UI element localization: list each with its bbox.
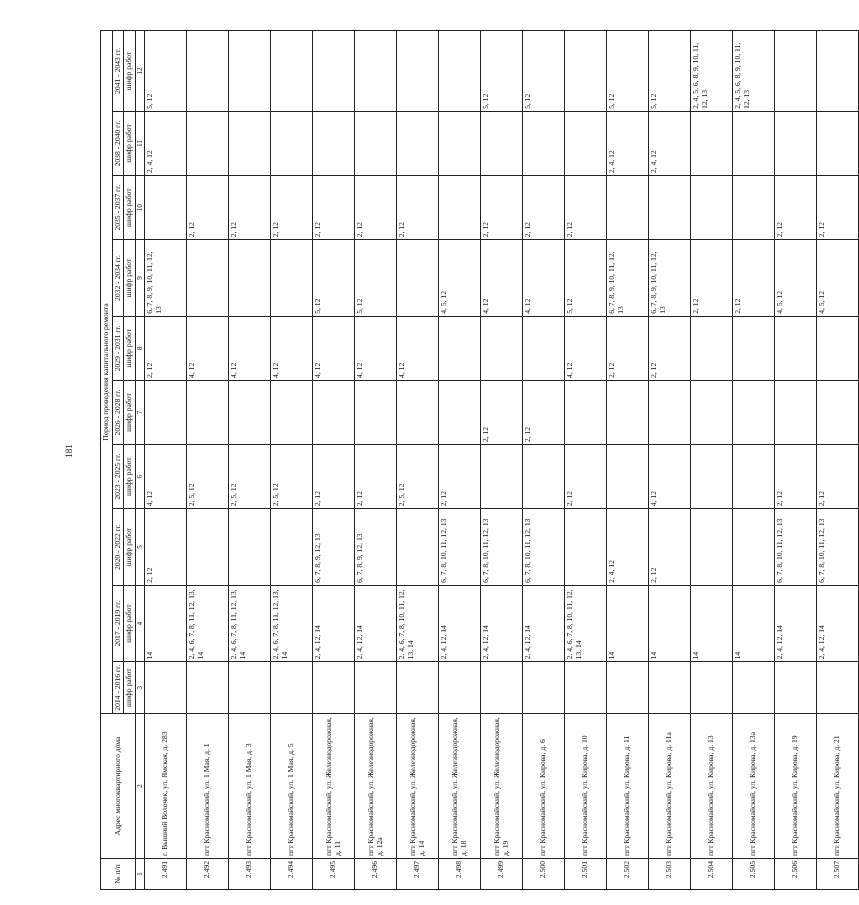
work-codes-cell: 5, 12: [313, 240, 355, 317]
work-codes-cell: 4, 12: [649, 445, 691, 509]
header-column-numbers-row: [136, 31, 145, 890]
work-codes-cell: [649, 662, 691, 714]
work-codes-cell: [439, 316, 481, 380]
work-codes-cell: 5, 12: [145, 31, 187, 112]
work-codes-cell: [187, 111, 229, 175]
work-codes-cell: [649, 176, 691, 240]
table-header: [101, 31, 145, 890]
work-codes-cell: 2, 4, 12: [607, 111, 649, 175]
work-codes-cell: 6, 7, 8, 9, 10, 11, 12, 13: [145, 240, 187, 317]
work-codes-cell: 5, 12: [481, 31, 523, 112]
work-codes-cell: [145, 176, 187, 240]
work-codes-cell: 2, 12: [733, 240, 775, 317]
work-codes-cell: [481, 111, 523, 175]
work-codes-cell: 4, 12: [397, 316, 439, 380]
work-codes-cell: [355, 111, 397, 175]
work-codes-cell: [229, 380, 271, 444]
work-codes-cell: 2, 12: [523, 176, 565, 240]
row-address: пгт Красномайский, ул. Железнодорожная, д. 19: [481, 714, 523, 859]
work-codes-cell: [733, 176, 775, 240]
work-codes-cell: [691, 380, 733, 444]
work-codes-cell: [691, 176, 733, 240]
row-address: пгт Красномайский, ул. Кирова, д. 10: [565, 714, 607, 859]
row-number: 2.504: [691, 858, 733, 889]
header-period: 2038 - 2040 гг.: [112, 111, 124, 175]
work-codes-cell: [187, 662, 229, 714]
work-codes-cell: 6, 7, 8, 9, 12, 13: [355, 509, 397, 586]
work-codes-cell: 2, 4, 12, 14: [481, 585, 523, 662]
work-codes-cell: 4, 12: [271, 316, 313, 380]
work-codes-cell: 2, 4, 12, 14: [817, 585, 859, 662]
work-codes-cell: 4, 5, 12: [817, 240, 859, 317]
work-codes-cell: 6, 7, 8, 9, 10, 11, 12, 13: [607, 240, 649, 317]
row-address: пгт Красномайский, ул. Кирова, д. 21: [817, 714, 859, 859]
work-codes-cell: [775, 111, 817, 175]
work-codes-cell: 4, 12: [229, 316, 271, 380]
table-row: [691, 31, 733, 890]
work-codes-cell: [733, 380, 775, 444]
work-codes-cell: [733, 445, 775, 509]
work-codes-cell: [481, 445, 523, 509]
work-codes-cell: 2, 4, 12: [607, 509, 649, 586]
work-codes-cell: [271, 662, 313, 714]
header-period: 2026 - 2028 гг.: [112, 380, 124, 444]
work-codes-cell: [775, 662, 817, 714]
column-number: 7: [136, 380, 145, 444]
work-codes-cell: [145, 380, 187, 444]
work-codes-cell: [439, 111, 481, 175]
header-sub-label: шифр работ: [124, 662, 136, 714]
row-number: 2.501: [565, 858, 607, 889]
header-sub-label: шифр работ: [124, 111, 136, 175]
work-codes-cell: 2, 4, 6, 7, 8, 11, 12, 13, 14: [271, 585, 313, 662]
work-codes-cell: 14: [145, 585, 187, 662]
work-codes-cell: 2, 12: [145, 509, 187, 586]
column-number: 4: [136, 585, 145, 662]
work-codes-cell: [313, 380, 355, 444]
header-sub-label: шифр работ: [124, 585, 136, 662]
work-codes-cell: 2, 12: [355, 176, 397, 240]
work-codes-cell: [481, 316, 523, 380]
row-address: пгт Красномайский, ул. Железнодорожная, д. 14: [397, 714, 439, 859]
header-period: 2032 - 2034 гг.: [112, 240, 124, 317]
work-codes-cell: 6, 7, 8, 10, 11, 12, 13: [523, 509, 565, 586]
work-codes-cell: 5, 12: [565, 240, 607, 317]
column-number: 3: [136, 662, 145, 714]
work-codes-cell: [187, 509, 229, 586]
work-codes-cell: [817, 31, 859, 112]
header-sub-label: шифр работ: [124, 380, 136, 444]
work-codes-cell: 6, 7, 8, 9, 10, 11, 12, 13: [649, 240, 691, 317]
row-number: 2.495: [313, 858, 355, 889]
work-codes-cell: [229, 111, 271, 175]
row-number: 2.499: [481, 858, 523, 889]
work-codes-cell: 2, 4, 12: [145, 111, 187, 175]
work-codes-cell: 14: [691, 585, 733, 662]
table-row: [481, 31, 523, 890]
work-codes-cell: [691, 509, 733, 586]
work-codes-cell: 2, 12: [145, 316, 187, 380]
work-codes-cell: 2, 12: [355, 445, 397, 509]
work-codes-cell: [439, 176, 481, 240]
row-number: 2.496: [355, 858, 397, 889]
row-number: 2.500: [523, 858, 565, 889]
work-codes-cell: [229, 509, 271, 586]
work-codes-cell: [187, 240, 229, 317]
work-codes-cell: [691, 316, 733, 380]
work-codes-cell: 2, 12: [775, 445, 817, 509]
column-number: 11: [136, 111, 145, 175]
row-address: г. Вышний Волочек, ул. Ямская, д. 283: [145, 714, 187, 859]
work-codes-cell: [565, 31, 607, 112]
work-codes-cell: [607, 445, 649, 509]
work-codes-cell: [607, 176, 649, 240]
work-codes-cell: 2, 5, 12: [187, 445, 229, 509]
work-codes-cell: [313, 662, 355, 714]
work-codes-cell: 2, 4, 12, 14: [523, 585, 565, 662]
header-period-title: Период проведения капитального ремонта: [101, 31, 113, 714]
row-number: 2.491: [145, 858, 187, 889]
row-address: пгт Красномайский, ул. 1 Мая, д. 3: [229, 714, 271, 859]
work-codes-cell: [481, 662, 523, 714]
work-codes-cell: [565, 111, 607, 175]
work-codes-cell: 2, 4, 5, 6, 8, 9, 10, 11, 12, 13: [733, 31, 775, 112]
row-address: пгт Красномайский, ул. Железнодорожная, д. 11: [313, 714, 355, 859]
header-period: 2020 - 2022 гг.: [112, 509, 124, 586]
work-codes-cell: [523, 111, 565, 175]
row-address: пгт Красномайский, ул. Кирова, д. 11а: [649, 714, 691, 859]
row-number: 2.498: [439, 858, 481, 889]
work-codes-cell: 4, 5, 12: [775, 240, 817, 317]
header-period: 2014 - 2016 гг.: [112, 662, 124, 714]
column-number: 5: [136, 509, 145, 586]
work-codes-cell: [565, 380, 607, 444]
work-codes-cell: 2, 4, 12, 14: [439, 585, 481, 662]
table-row: [187, 31, 229, 890]
work-codes-cell: 2, 5, 12: [271, 445, 313, 509]
work-codes-cell: [607, 662, 649, 714]
work-codes-cell: 4, 12: [565, 316, 607, 380]
table-row: [817, 31, 859, 890]
row-address: пгт Красномайский, ул. 1 Мая, д. 5: [271, 714, 313, 859]
table-row: [145, 31, 187, 890]
work-codes-cell: 6, 7, 8, 9, 12, 13: [313, 509, 355, 586]
row-number: 2.507: [817, 858, 859, 889]
work-codes-cell: 2, 12: [775, 176, 817, 240]
row-number: 2.497: [397, 858, 439, 889]
work-codes-cell: 2, 5, 12: [229, 445, 271, 509]
column-number: 10: [136, 176, 145, 240]
table-row: [565, 31, 607, 890]
header-period: 2041 - 2043 гг.: [112, 31, 124, 112]
work-codes-cell: [775, 316, 817, 380]
work-codes-cell: [355, 662, 397, 714]
table-row: [523, 31, 565, 890]
work-codes-cell: [565, 662, 607, 714]
table-row: [649, 31, 691, 890]
work-codes-cell: 2, 4, 6, 7, 8, 10, 11, 12, 13, 14: [397, 585, 439, 662]
work-codes-cell: 2, 12: [565, 176, 607, 240]
work-codes-cell: 6, 7, 8, 10, 11, 12, 13: [775, 509, 817, 586]
table-row: [355, 31, 397, 890]
work-codes-cell: 4, 12: [187, 316, 229, 380]
row-number: 2.503: [649, 858, 691, 889]
work-codes-cell: 2, 12: [817, 176, 859, 240]
header-sub-label: шифр работ: [124, 316, 136, 380]
work-codes-cell: [397, 31, 439, 112]
header-address: Адрес многоквартирного дома: [101, 714, 136, 859]
work-codes-cell: [733, 662, 775, 714]
work-codes-cell: 2, 12: [271, 176, 313, 240]
column-number: 2: [136, 714, 145, 859]
work-codes-cell: 2, 4, 6, 7, 8, 11, 12, 13, 14: [229, 585, 271, 662]
work-codes-cell: 14: [733, 585, 775, 662]
row-number: 2.502: [607, 858, 649, 889]
work-codes-cell: [397, 662, 439, 714]
table-row: [733, 31, 775, 890]
work-codes-cell: 5, 12: [355, 240, 397, 317]
work-codes-cell: 6, 7, 8, 10, 11, 12, 13: [481, 509, 523, 586]
work-codes-cell: 6, 7, 8, 10, 11, 12, 13: [817, 509, 859, 586]
table-row: [439, 31, 481, 890]
work-codes-cell: 4, 12: [523, 240, 565, 317]
header-sub-label: шифр работ: [124, 176, 136, 240]
work-codes-cell: 2, 4, 5, 6, 8, 9, 10, 11, 12, 13: [691, 31, 733, 112]
work-codes-cell: 2, 12: [481, 176, 523, 240]
work-codes-cell: 14: [649, 585, 691, 662]
row-number: 2.492: [187, 858, 229, 889]
work-codes-cell: 4, 12: [145, 445, 187, 509]
column-number: 12: [136, 31, 145, 112]
work-codes-cell: 2, 12: [649, 316, 691, 380]
work-codes-cell: 2, 4, 12: [649, 111, 691, 175]
work-codes-cell: [607, 380, 649, 444]
header-period: 2029 - 2031 гг.: [112, 316, 124, 380]
work-codes-cell: 2, 4, 12, 14: [775, 585, 817, 662]
work-codes-cell: 4, 5, 12: [439, 240, 481, 317]
work-codes-cell: [271, 240, 313, 317]
row-address: пгт Красномайский, ул. 1 Мая, д. 1: [187, 714, 229, 859]
header-no: № п/п: [101, 858, 136, 889]
table-row: [607, 31, 649, 890]
row-address: пгт Красномайский, ул. Кирова, д. 6: [523, 714, 565, 859]
work-codes-cell: [397, 111, 439, 175]
row-address: пгт Красномайский, ул. Кирова, д. 19: [775, 714, 817, 859]
work-codes-cell: [817, 380, 859, 444]
row-address: пгт Красномайский, ул. Кирова, д. 13а: [733, 714, 775, 859]
work-codes-cell: 6, 7, 8, 10, 11, 12, 13: [439, 509, 481, 586]
work-codes-cell: 2, 12: [313, 176, 355, 240]
work-codes-cell: 2, 12: [313, 445, 355, 509]
work-codes-cell: 2, 12: [817, 445, 859, 509]
work-codes-cell: [691, 111, 733, 175]
work-codes-cell: [565, 509, 607, 586]
work-codes-cell: 2, 12: [523, 380, 565, 444]
table-row: [313, 31, 355, 890]
work-codes-cell: 2, 4, 12, 14: [355, 585, 397, 662]
header-sub-label: шифр работ: [124, 31, 136, 112]
work-codes-cell: 2, 12: [481, 380, 523, 444]
work-codes-cell: 2, 5, 12: [397, 445, 439, 509]
column-number: 6: [136, 445, 145, 509]
page-number: 181: [63, 444, 74, 458]
work-codes-cell: 5, 12: [607, 31, 649, 112]
work-codes-cell: [439, 31, 481, 112]
work-codes-cell: [271, 111, 313, 175]
work-codes-cell: [229, 240, 271, 317]
work-codes-cell: 4, 12: [355, 316, 397, 380]
row-number: 2.494: [271, 858, 313, 889]
work-codes-cell: [355, 31, 397, 112]
work-codes-cell: [775, 380, 817, 444]
header-period: 2017 - 2019 гг.: [112, 585, 124, 662]
rotated-table-container: [100, 30, 842, 890]
header-sub-label: шифр работ: [124, 509, 136, 586]
work-codes-cell: 2, 12: [565, 445, 607, 509]
work-codes-cell: 2, 12: [439, 445, 481, 509]
header-sub-label: шифр работ: [124, 240, 136, 317]
work-codes-cell: 4, 12: [481, 240, 523, 317]
table-row: [397, 31, 439, 890]
work-codes-cell: [649, 380, 691, 444]
work-codes-cell: [271, 509, 313, 586]
work-codes-cell: [313, 111, 355, 175]
row-number: 2.506: [775, 858, 817, 889]
table-row: [271, 31, 313, 890]
work-codes-cell: 2, 12: [607, 316, 649, 380]
header-period: 2023 - 2025 гг.: [112, 445, 124, 509]
row-address: пгт Красномайский, ул. Железнодорожная, д. 12а: [355, 714, 397, 859]
work-codes-cell: 2, 12: [691, 240, 733, 317]
work-codes-cell: [271, 380, 313, 444]
work-codes-cell: [817, 662, 859, 714]
work-codes-cell: 2, 12: [187, 176, 229, 240]
work-codes-cell: [691, 445, 733, 509]
column-number: 1: [136, 858, 145, 889]
work-codes-cell: [145, 662, 187, 714]
row-address: пгт Красномайский, ул. Кирова, д. 11: [607, 714, 649, 859]
work-codes-cell: 2, 4, 6, 7, 8, 11, 12, 13, 14: [187, 585, 229, 662]
work-codes-cell: [187, 380, 229, 444]
work-codes-cell: [439, 662, 481, 714]
table-row: [229, 31, 271, 890]
work-codes-cell: [523, 316, 565, 380]
work-codes-cell: [187, 31, 229, 112]
work-codes-cell: [397, 240, 439, 317]
row-address: пгт Красномайский, ул. Кирова, д. 13: [691, 714, 733, 859]
work-codes-cell: 14: [607, 585, 649, 662]
table-row: [775, 31, 817, 890]
work-codes-cell: 2, 12: [649, 509, 691, 586]
work-codes-cell: 5, 12: [523, 31, 565, 112]
work-codes-cell: 2, 4, 6, 7, 8, 10, 11, 12, 13, 14: [565, 585, 607, 662]
work-codes-cell: [733, 111, 775, 175]
capital-repair-schedule-table: [100, 30, 859, 890]
column-number: 9: [136, 240, 145, 317]
work-codes-cell: [523, 662, 565, 714]
work-codes-cell: [229, 662, 271, 714]
table-body: [145, 31, 859, 890]
work-codes-cell: [229, 31, 271, 112]
work-codes-cell: [439, 380, 481, 444]
work-codes-cell: [397, 509, 439, 586]
row-address: пгт Красномайский, ул. Железнодорожная, д. 18: [439, 714, 481, 859]
work-codes-cell: [691, 662, 733, 714]
row-number: 2.505: [733, 858, 775, 889]
work-codes-cell: 4, 12: [313, 316, 355, 380]
work-codes-cell: [817, 111, 859, 175]
work-codes-cell: 2, 4, 12, 14: [313, 585, 355, 662]
work-codes-cell: [817, 316, 859, 380]
work-codes-cell: [397, 380, 439, 444]
work-codes-cell: [271, 31, 313, 112]
row-number: 2.493: [229, 858, 271, 889]
column-number: 8: [136, 316, 145, 380]
work-codes-cell: 2, 12: [229, 176, 271, 240]
work-codes-cell: [355, 380, 397, 444]
work-codes-cell: [313, 31, 355, 112]
work-codes-cell: [523, 445, 565, 509]
header-period: 2035 - 2037 гг.: [112, 176, 124, 240]
work-codes-cell: 5, 12: [649, 31, 691, 112]
header-sub-label: шифр работ: [124, 445, 136, 509]
work-codes-cell: [733, 509, 775, 586]
work-codes-cell: [775, 31, 817, 112]
work-codes-cell: [733, 316, 775, 380]
work-codes-cell: 2, 12: [397, 176, 439, 240]
